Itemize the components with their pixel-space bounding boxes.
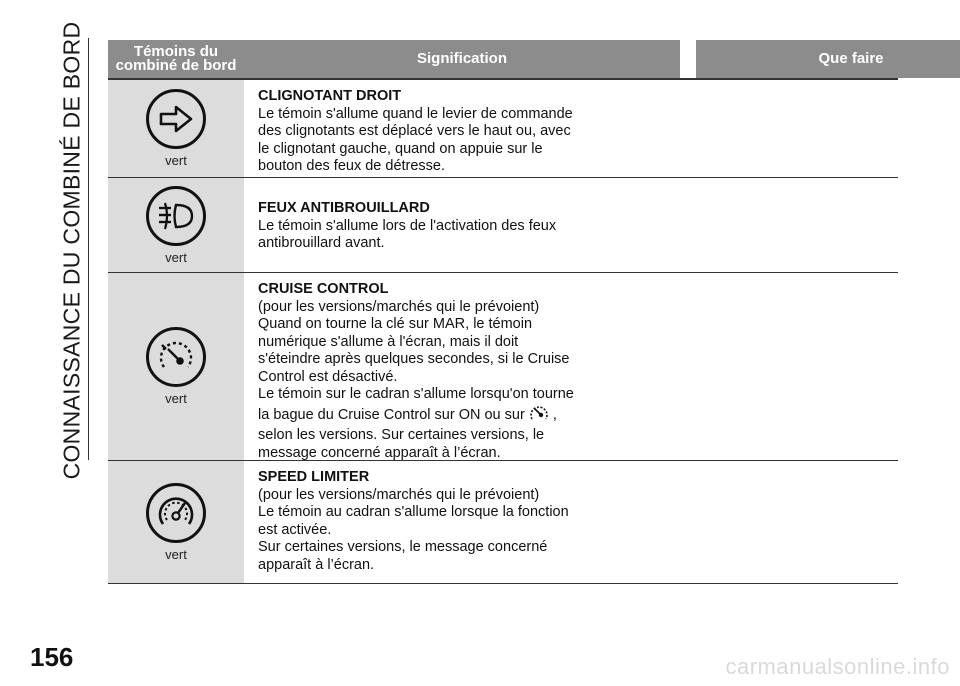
indicator-cell bbox=[108, 461, 244, 583]
table-row bbox=[108, 80, 898, 177]
row-text-line: Sur certaines versions, le message concerné bbox=[258, 539, 548, 555]
header-col-meaning: Signification bbox=[244, 40, 680, 78]
row-text-fragment: la bague du Cruise Control sur ON ou sur bbox=[258, 406, 525, 423]
row-text-line: message concerné apparaît à l’écran. bbox=[258, 444, 501, 461]
color-label: vert bbox=[165, 249, 187, 265]
row-divider bbox=[108, 583, 898, 584]
row-text-line: (pour les versions/marchés qui le prévoient) bbox=[258, 298, 540, 315]
row-text-line: bouton des feux de détresse. bbox=[258, 158, 446, 174]
front-fog-light-icon bbox=[146, 186, 206, 246]
row-title: CRUISE CONTROL bbox=[258, 281, 389, 297]
row-title: FEUX ANTIBROUILLARD bbox=[258, 200, 430, 216]
speed-limiter-icon bbox=[146, 483, 206, 543]
row-text-line: Quand on tourne la clé sur MAR, le témoin bbox=[258, 316, 533, 332]
row-text-line-with-icon bbox=[258, 404, 588, 428]
indicator-cell bbox=[108, 178, 244, 272]
header-col-indicators-line1: Témoins du bbox=[133, 43, 219, 60]
row-title: SPEED LIMITER bbox=[258, 469, 370, 485]
row-text-line: selon les versions. Sur certaines versions, le bbox=[258, 427, 545, 443]
row-title: CLIGNOTANT DROIT bbox=[258, 88, 402, 104]
row-text-line: (pour les versions/marchés qui le prévoient) bbox=[258, 486, 540, 503]
table-row bbox=[108, 273, 898, 460]
section-title-text: CONNAISSANCE DU COMBINÉ DE BORD bbox=[58, 21, 85, 479]
sidebar-divider bbox=[88, 38, 89, 460]
color-label: vert bbox=[165, 546, 187, 562]
row-text-fragment: , bbox=[552, 406, 557, 423]
right-arrow-indicator-icon bbox=[146, 89, 206, 149]
row-text-line: Control est désactivé. bbox=[258, 368, 398, 385]
header-col-action: Que faire bbox=[696, 40, 960, 78]
row-text-line: Le témoin s'allume lors de l'activation des feux bbox=[258, 217, 557, 234]
cruise-control-inline-icon bbox=[529, 404, 549, 428]
row-text-line: Le témoin s'allume quand le levier de commande bbox=[258, 105, 573, 122]
row-text-line: antibrouillard avant. bbox=[258, 235, 385, 251]
header-col-indicators-line2: combiné de bord bbox=[115, 57, 237, 74]
row-text-line: le clignotant gauche, quand on appuie sur le bbox=[258, 140, 543, 157]
row-text-line: numérique s'allume à l'écran, mais il doit bbox=[258, 333, 519, 350]
color-label: vert bbox=[165, 153, 187, 168]
row-text-line: des clignotants est déplacé vers le haut ou, avec bbox=[258, 123, 571, 139]
header-col-indicators bbox=[108, 40, 244, 78]
watermark: carmanualsonline.info bbox=[725, 654, 950, 679]
page-number: 156 bbox=[30, 642, 74, 672]
meaning-cell bbox=[258, 88, 588, 176]
row-text-line: Le témoin au cadran s'allume lorsque la fonction bbox=[258, 504, 569, 520]
cruise-control-icon bbox=[146, 327, 206, 387]
row-text-line: Le témoin sur le cadran s'allume lorsqu'on tourne bbox=[258, 386, 574, 402]
table-row bbox=[108, 461, 898, 583]
meaning-cell bbox=[258, 281, 588, 462]
meaning-cell bbox=[258, 200, 588, 253]
row-text-line: apparaît à l’écran. bbox=[258, 556, 375, 573]
table-row bbox=[108, 178, 898, 272]
indicator-cell bbox=[108, 80, 244, 177]
color-label: vert bbox=[165, 391, 187, 406]
row-text-line: est activée. bbox=[258, 521, 332, 538]
row-text-line: s'éteindre après quelques secondes, si le Cruise bbox=[258, 351, 570, 367]
meaning-cell bbox=[258, 469, 588, 574]
indicator-cell bbox=[108, 273, 244, 460]
